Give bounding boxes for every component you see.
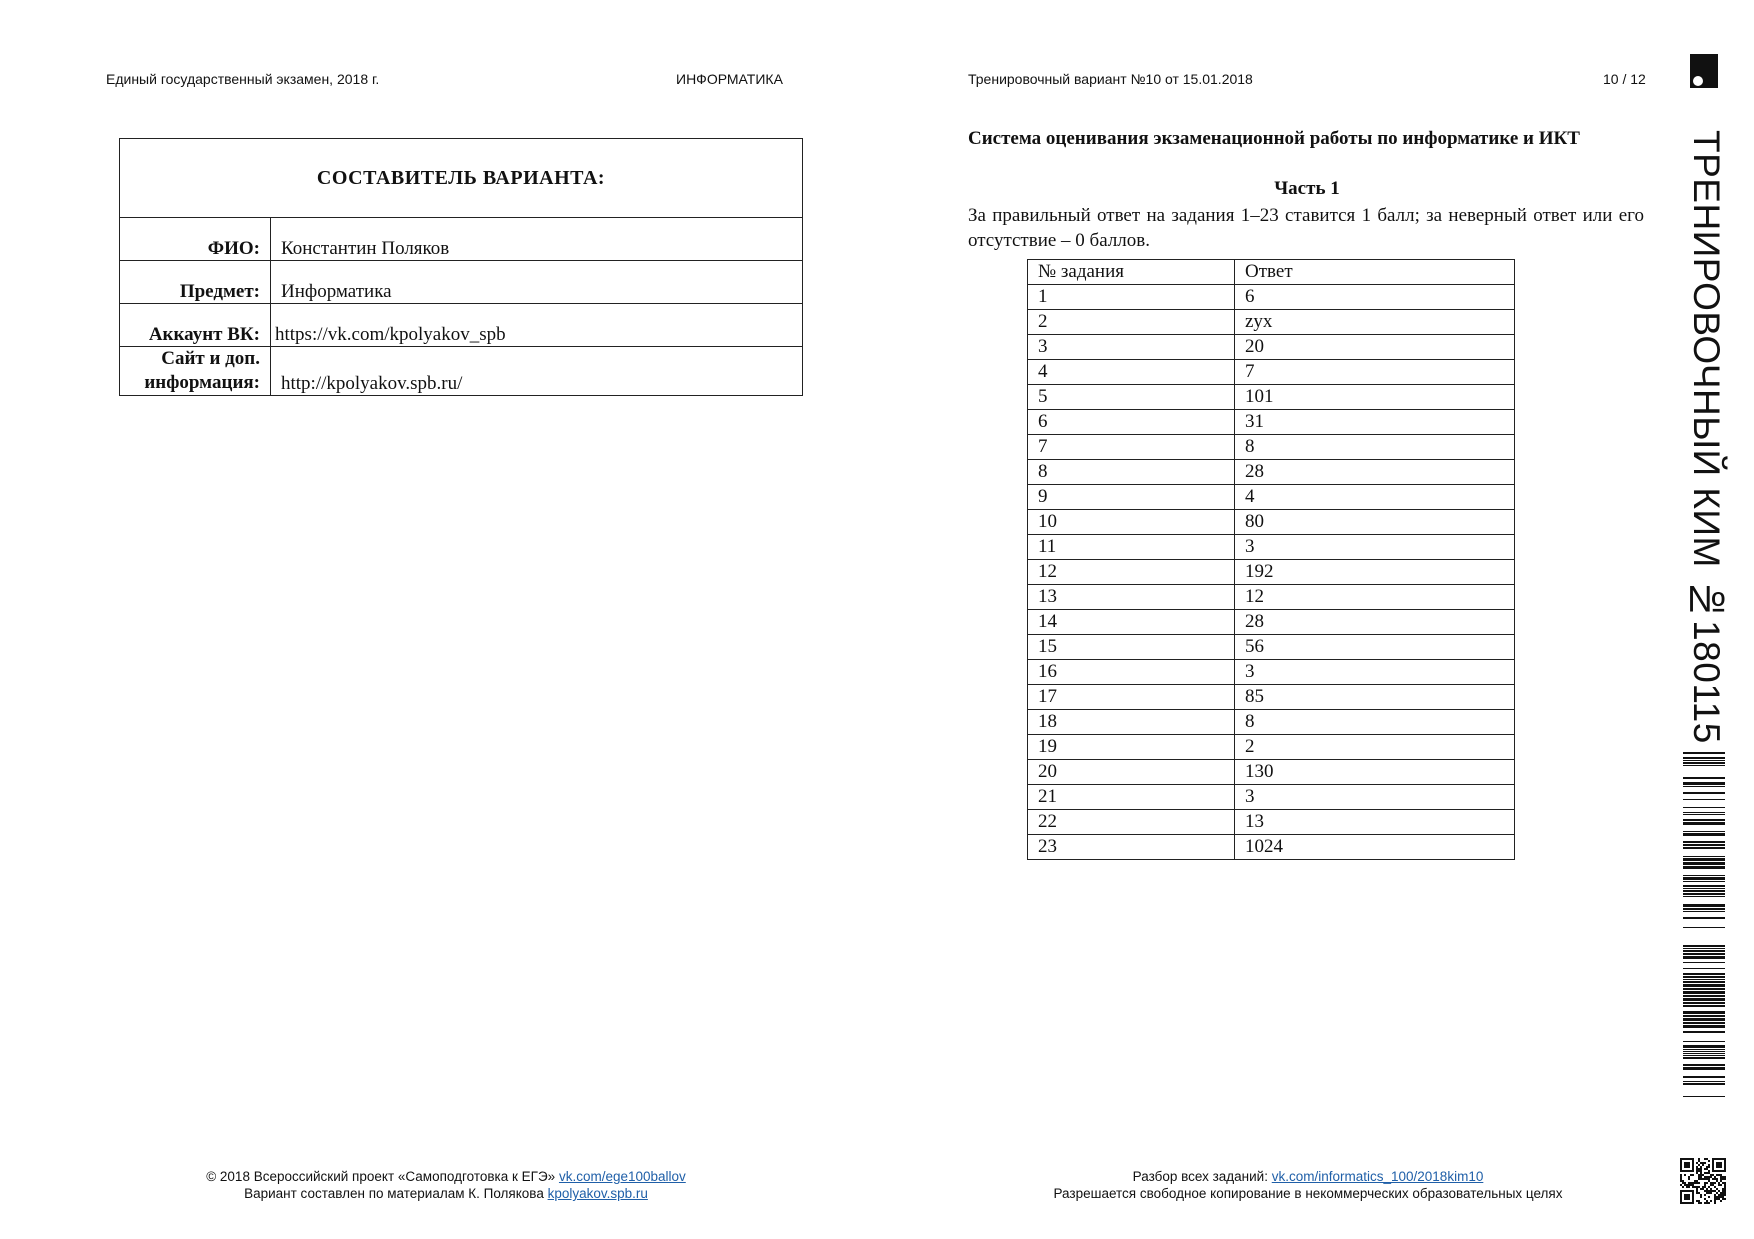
composer-table — [119, 138, 803, 396]
answers-header-task: № задания — [1028, 260, 1235, 285]
answer-value: 3 — [1235, 535, 1515, 560]
answer-row — [1028, 585, 1515, 610]
footer-right-text2: Разрешается свободное копирование в некоммерческих образовательных целях — [1053, 1186, 1563, 1201]
answer-task-number: 10 — [1028, 510, 1235, 535]
composer-label-name: ФИО: — [120, 218, 271, 261]
composer-label-subject: Предмет: — [120, 261, 271, 304]
composer-label-site: Сайт и доп. информация: — [120, 347, 271, 396]
answer-value: 101 — [1235, 385, 1515, 410]
answer-row — [1028, 835, 1515, 860]
answer-value: zyx — [1235, 310, 1515, 335]
page-number: 10 / 12 — [1603, 71, 1646, 87]
answer-task-number: 22 — [1028, 810, 1235, 835]
qr-code-icon — [1680, 1158, 1726, 1204]
answer-task-number: 6 — [1028, 410, 1235, 435]
answer-task-number: 18 — [1028, 710, 1235, 735]
composer-title: СОСТАВИТЕЛЬ ВАРИАНТА: — [120, 139, 803, 218]
answer-row — [1028, 410, 1515, 435]
answer-value: 28 — [1235, 610, 1515, 635]
composer-value-subject: Информатика — [271, 261, 803, 304]
answers-header-row — [1028, 260, 1515, 285]
answer-value: 8 — [1235, 435, 1515, 460]
answer-row — [1028, 360, 1515, 385]
answer-value: 7 — [1235, 360, 1515, 385]
answer-value: 28 — [1235, 460, 1515, 485]
variant-header: Тренировочный вариант №10 от 15.01.2018 — [968, 71, 1253, 87]
answer-task-number: 21 — [1028, 785, 1235, 810]
answer-task-number: 12 — [1028, 560, 1235, 585]
answer-value: 8 — [1235, 710, 1515, 735]
answer-row — [1028, 435, 1515, 460]
answer-row — [1028, 635, 1515, 660]
kpolyakov-link[interactable]: kpolyakov.spb.ru — [547, 1186, 648, 1201]
answer-row — [1028, 560, 1515, 585]
composer-label-vk: Аккаунт ВК: — [120, 304, 271, 347]
answer-value: 130 — [1235, 760, 1515, 785]
answer-task-number: 15 — [1028, 635, 1235, 660]
answer-task-number: 20 — [1028, 760, 1235, 785]
answer-row — [1028, 760, 1515, 785]
answer-row — [1028, 785, 1515, 810]
answer-task-number: 16 — [1028, 660, 1235, 685]
answer-task-number: 4 — [1028, 360, 1235, 385]
answer-value: 13 — [1235, 810, 1515, 835]
composer-value-vk[interactable]: https://vk.com/kpolyakov_spb — [271, 304, 803, 347]
answer-task-number: 8 — [1028, 460, 1235, 485]
answer-value: 80 — [1235, 510, 1515, 535]
scoring-title: Система оценивания экзаменационной работы по информатике и ИКТ — [968, 128, 1580, 149]
answer-task-number: 19 — [1028, 735, 1235, 760]
answer-value: 12 — [1235, 585, 1515, 610]
footer-left-text2: Вариант составлен по материалам К. Полякова — [244, 1186, 544, 1201]
answer-row — [1028, 310, 1515, 335]
answer-task-number: 9 — [1028, 485, 1235, 510]
footer-right — [968, 1168, 1648, 1202]
answers-header-answer: Ответ — [1235, 260, 1515, 285]
answer-value: 6 — [1235, 285, 1515, 310]
side-title: ТРЕНИРОВОЧНЫЙ КИМ №180115 — [1686, 130, 1727, 744]
answer-task-number: 1 — [1028, 285, 1235, 310]
answer-row — [1028, 460, 1515, 485]
answer-row — [1028, 610, 1515, 635]
exam-header: Единый государственный экзамен, 2018 г. — [106, 71, 380, 87]
composer-value-name: Константин Поляков — [271, 218, 803, 261]
answer-row — [1028, 660, 1515, 685]
answer-row — [1028, 535, 1515, 560]
answer-task-number: 17 — [1028, 685, 1235, 710]
vk-ege100-link[interactable]: vk.com/ege100ballov — [558, 1169, 686, 1184]
informatics-link[interactable]: vk.com/informatics_100/2018kim10 — [1271, 1169, 1484, 1184]
scoring-intro: За правильный ответ на задания 1–23 ставится 1 балл; за неверный ответ или его отсутствие – 0 баллов. — [968, 205, 1644, 251]
answer-task-number: 3 — [1028, 335, 1235, 360]
answer-row — [1028, 285, 1515, 310]
answer-task-number: 5 — [1028, 385, 1235, 410]
answer-value: 20 — [1235, 335, 1515, 360]
answer-task-number: 11 — [1028, 535, 1235, 560]
answer-value: 3 — [1235, 785, 1515, 810]
answer-row — [1028, 510, 1515, 535]
answer-row — [1028, 735, 1515, 760]
answer-row — [1028, 810, 1515, 835]
composer-value-site[interactable]: http://kpolyakov.spb.ru/ — [271, 347, 803, 396]
answer-task-number: 23 — [1028, 835, 1235, 860]
answer-value: 3 — [1235, 660, 1515, 685]
answer-task-number: 7 — [1028, 435, 1235, 460]
answer-value: 4 — [1235, 485, 1515, 510]
footer-left-text1: © 2018 Всероссийский проект «Самоподготовка к ЕГЭ» — [206, 1169, 556, 1184]
answer-task-number: 14 — [1028, 610, 1235, 635]
answer-value: 31 — [1235, 410, 1515, 435]
answer-row — [1028, 685, 1515, 710]
barcode-icon — [1683, 752, 1725, 1100]
answer-value: 1024 — [1235, 835, 1515, 860]
answer-row — [1028, 710, 1515, 735]
subject-header: ИНФОРМАТИКА — [676, 71, 783, 87]
answer-value: 85 — [1235, 685, 1515, 710]
answer-row — [1028, 385, 1515, 410]
corner-mark-icon — [1690, 54, 1718, 88]
answers-table — [1027, 259, 1515, 860]
answer-value: 2 — [1235, 735, 1515, 760]
answer-task-number: 13 — [1028, 585, 1235, 610]
answer-value: 56 — [1235, 635, 1515, 660]
answer-row — [1028, 335, 1515, 360]
footer-left — [146, 1168, 746, 1202]
answer-task-number: 2 — [1028, 310, 1235, 335]
answer-value: 192 — [1235, 560, 1515, 585]
footer-right-text1: Разбор всех заданий: — [1132, 1169, 1268, 1184]
answer-row — [1028, 485, 1515, 510]
part-heading: Часть 1 — [1274, 178, 1340, 199]
